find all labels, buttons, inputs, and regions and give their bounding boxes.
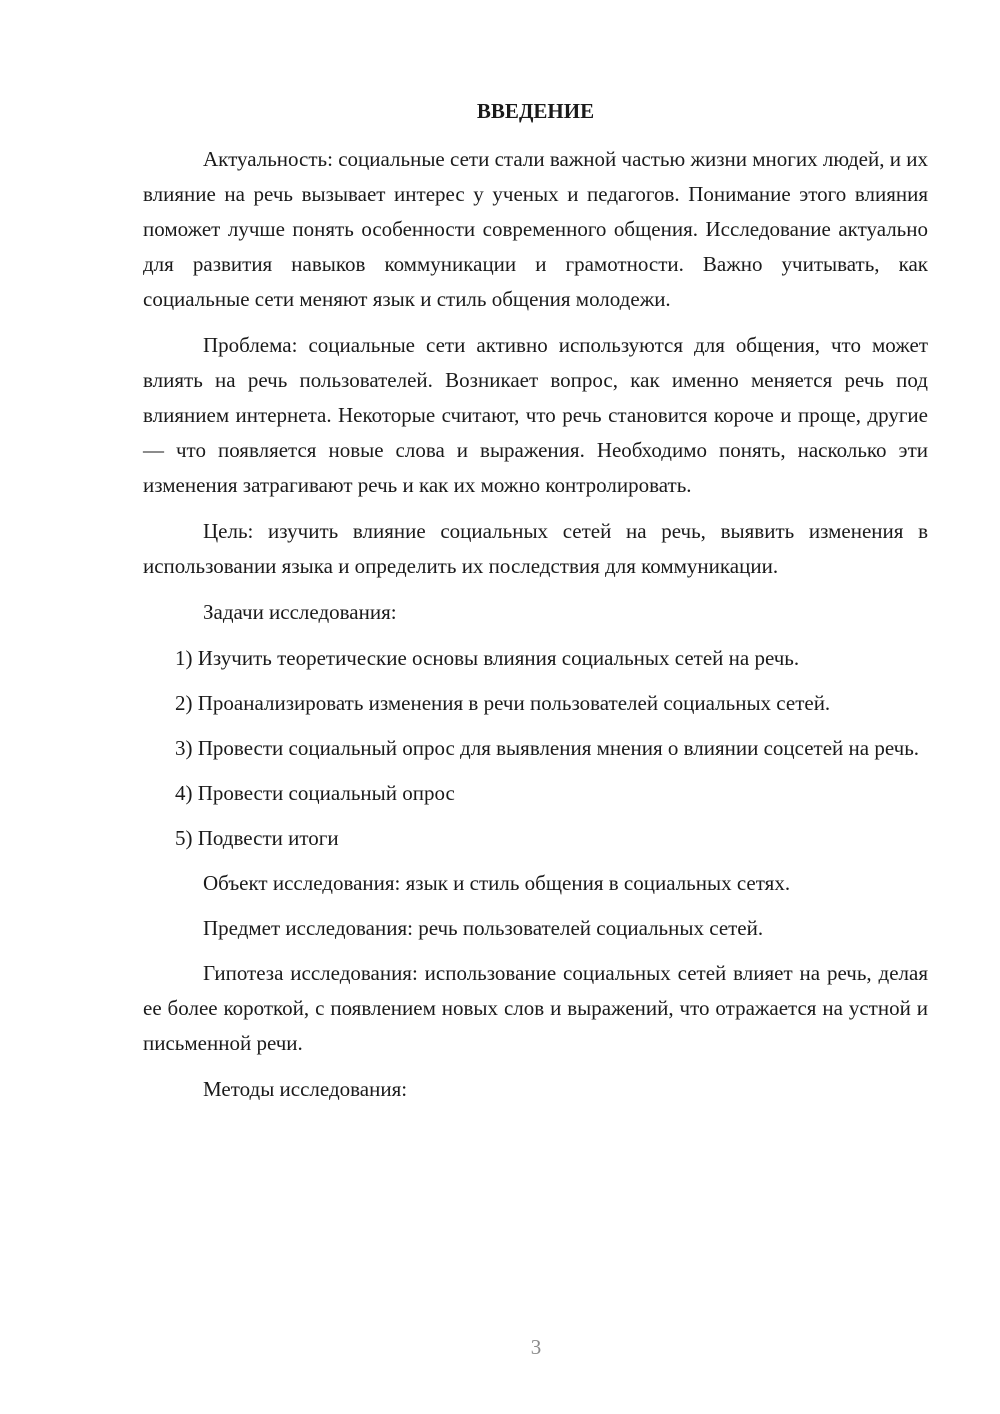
task-item: 4) Провести социальный опрос	[175, 781, 455, 805]
task-item: 5) Подвести итоги	[175, 826, 339, 850]
task-item: 3) Провести социальный опрос для выявления мнения о влиянии соцсетей на речь.	[175, 736, 920, 760]
methods-heading: Методы исследования:	[203, 1077, 408, 1101]
subject-paragraph: Предмет исследования: речь пользователей социальных сетей.	[203, 916, 764, 940]
task-item: 2) Проанализировать изменения в речи пользователей социальных сетей.	[175, 691, 831, 715]
object-paragraph: Объект исследования: язык и стиль общения в социальных сетях.	[203, 871, 791, 895]
task-item: 1) Изучить теоретические основы влияния социальных сетей на речь.	[175, 646, 800, 670]
section-title: ВВЕДЕНИЕ	[476, 99, 595, 123]
page-content	[143, 94, 928, 1118]
tasks-heading: Задачи исследования:	[203, 600, 397, 624]
page-number: 3	[530, 1335, 542, 1359]
problem-paragraph: Проблема: социальные сети активно используются для общения, что может влиять на речь пользователей. Возникает вопрос, как именно меняется речь под влиянием интернета. Некоторые считают, что речь становится короче и проще, другие — что появляется новые слова и выражения. Необходимо понять, насколько эти изменения затрагивают речь и как их можно контролировать.	[143, 333, 928, 497]
relevance-paragraph: Актуальность: социальные сети стали важной частью жизни многих людей, и их влияние на речь вызывает интерес у ученых и педагогов. Понимание этого влияния поможет лучше понять особенности современного общения. Исследование актуально для развития навыков коммуникации и грамотности. Важно учитывать, как социальные сети меняют язык и стиль общения молодежи.	[143, 147, 928, 311]
goal-paragraph: Цель: изучить влияние социальных сетей на речь, выявить изменения в использовании языка и определить их последствия для коммуникации.	[143, 519, 928, 578]
hypothesis-paragraph: Гипотеза исследования: использование социальных сетей влияет на речь, делая ее более короткой, с появлением новых слов и выражений, что отражается на устной и письменной речи.	[143, 961, 928, 1055]
